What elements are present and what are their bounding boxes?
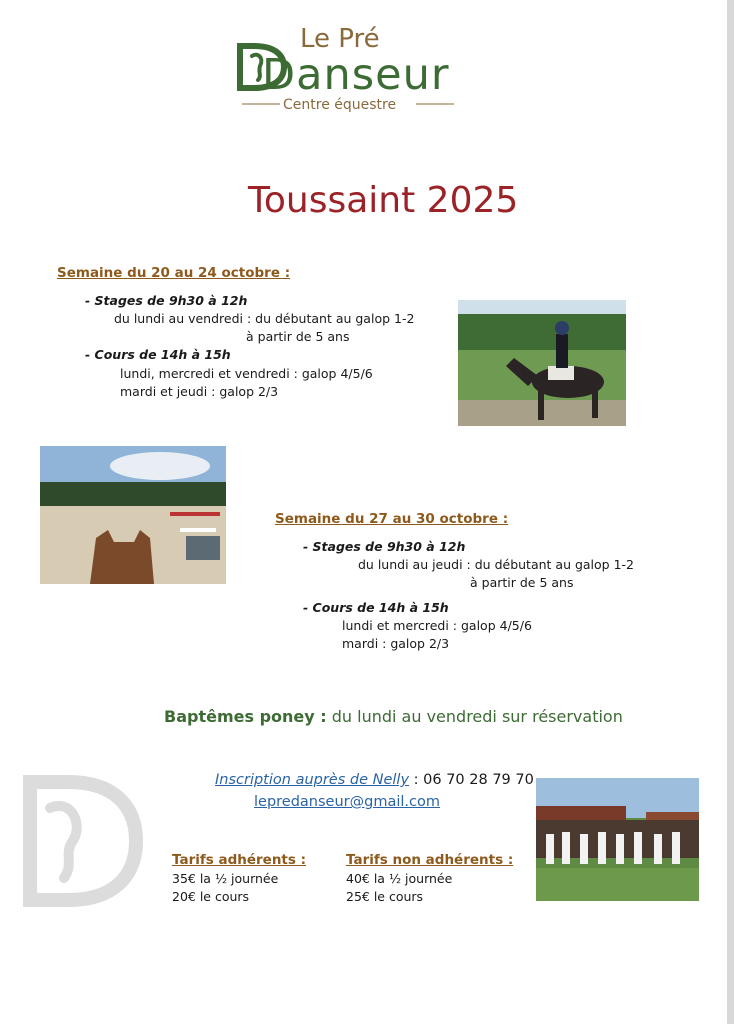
tarifs-non-adherents-line2: 25€ le cours <box>346 889 424 904</box>
week1-heading: Semaine du 20 au 24 octobre : <box>57 265 291 281</box>
logo-watermark-icon <box>20 768 145 913</box>
logo-danseur-text: Danseur <box>262 50 450 100</box>
tarifs-adherents-line2: 20€ le cours <box>172 889 250 904</box>
week1-cours-line1: lundi, mercredi et vendredi : galop 4/5/6 <box>120 366 373 381</box>
week1-stages-line1: du lundi au vendredi : du débutant au galop 1-2 <box>114 311 415 326</box>
week2-stages-label: - Stages de 9h30 à 12h <box>303 539 466 554</box>
week2-cours-line1: lundi et mercredi : galop 4/5/6 <box>342 618 532 633</box>
week2-cours-label: - Cours de 14h à 15h <box>303 600 449 615</box>
week1-stages-label: - Stages de 9h30 à 12h <box>85 293 248 308</box>
logo-le-text: Le Pré <box>300 24 380 54</box>
tarifs-adherents-line1: 35€ la ½ journée <box>172 871 279 886</box>
pony-rider-photo <box>458 300 626 426</box>
week1-cours-label: - Cours de 14h à 15h <box>85 347 231 362</box>
week2-heading: Semaine du 27 au 30 octobre : <box>275 511 509 527</box>
phone-number: : 06 70 28 79 70 <box>413 772 534 788</box>
week2-cours-line2: mardi : galop 2/3 <box>342 636 450 651</box>
inscription-link[interactable]: Inscription auprès de Nelly <box>215 772 410 788</box>
email-link[interactable]: lepredanseur@gmail.com <box>254 794 440 810</box>
baptemes-text: du lundi au vendredi sur réservation <box>331 707 623 726</box>
logo-pre-text: Pré <box>338 24 380 54</box>
baptemes-label: Baptêmes poney : <box>164 707 327 726</box>
page-edge <box>727 0 734 1024</box>
logo-subtitle: Centre équestre <box>283 97 397 113</box>
week1-stages-line2: à partir de 5 ans <box>246 329 350 344</box>
arena-photo <box>40 446 226 584</box>
week2-stages-line2: à partir de 5 ans <box>470 575 574 590</box>
week1-cours-line2: mardi et jeudi : galop 2/3 <box>120 384 279 399</box>
tarifs-non-adherents-line1: 40€ la ½ journée <box>346 871 453 886</box>
tarifs-adherents-heading: Tarifs adhérents : <box>172 852 307 868</box>
group-photo <box>536 778 699 901</box>
inscription-line <box>215 772 534 788</box>
tarifs-non-adherents-heading: Tarifs non adhérents : <box>346 852 514 868</box>
page-title: Toussaint 2025 <box>248 180 519 221</box>
baptemes-line <box>164 707 623 726</box>
week2-stages-line1: du lundi au jeudi : du débutant au galop 1-2 <box>358 557 635 572</box>
